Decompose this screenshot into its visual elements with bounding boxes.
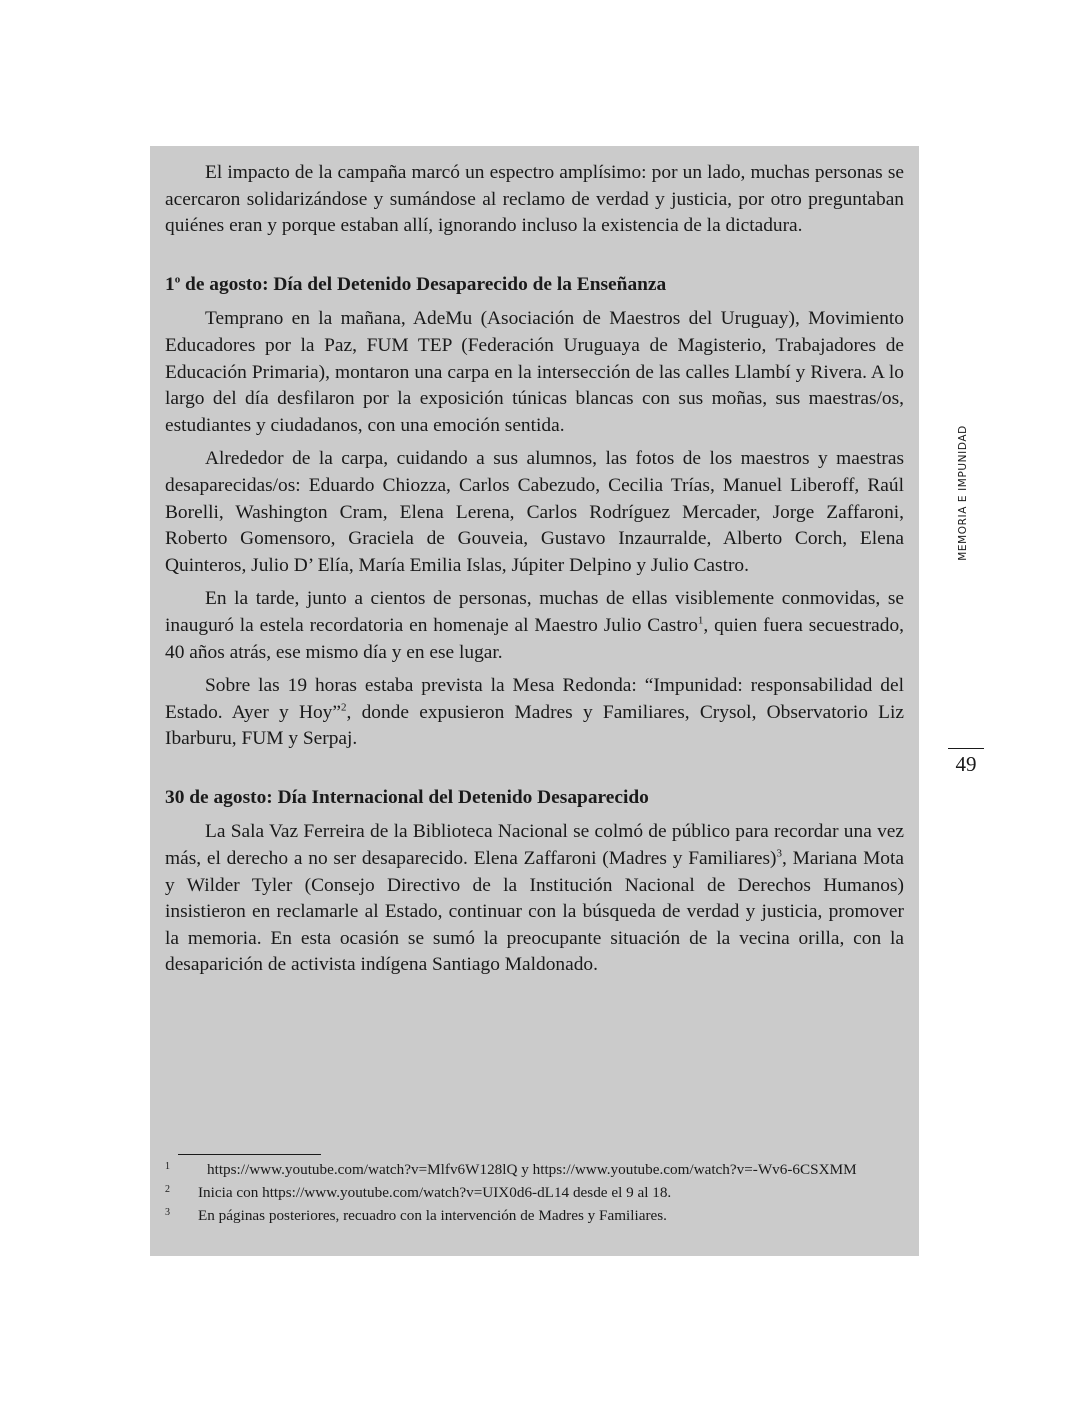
footnote-number: 1 (165, 1161, 170, 1172)
footnote-divider (178, 1154, 321, 1155)
paragraph-intro: El impacto de la campaña marcó un espectro amplísimo: por un lado, muchas personas se acercaron solidarizándose y sumándose al reclamo de verdad y justicia, por otro preguntaban quiénes eran y porque estaban allí, ignorando incluso la existencia de la dictadura. (165, 162, 904, 237)
content-panel (150, 146, 919, 1256)
heading-superscript: o (174, 273, 181, 286)
paragraph-fotos-maestros: Alrededor de la carpa, cuidando a sus alumnos, las fotos de los maestros y maestras desaparecidas/os: Eduardo Chiozza, Carlos Cabezudo, Cecilia Trías, Manuel Liberoff, Raúl Borelli, Washington Cram, Elena Lerena, Carlos Rodríguez Mercader, Jorge Zaffaroni, Roberto Gomensoro, Graciela de Gouveia, Gustavo Inzaurralde, Alberto Corch, Elena Quinteros, Julio D’ Elía, María Emilia Islas, Júpiter Delpino y Julio Castro. (165, 448, 904, 576)
page-number-rule (948, 748, 984, 749)
footnote-number: 3 (165, 1207, 170, 1218)
paragraph-text: En la tarde, junto a cientos de personas, muchas de ellas visiblemente conmovidas, se inauguró la estela recordatoria en homenaje al Maestro Julio Castro (165, 588, 904, 636)
paragraph-text: , quien fuera secuestrado, 40 años atrás, ese mismo día y en ese lugar. (165, 614, 904, 663)
footnote-text: Inicia con https://www.youtube.com/watch?v=UIX0d6-dL14 desde el 9 al 18. (198, 1184, 672, 1201)
footnote-text: https://www.youtube.com/watch?v=Mlfv6W128lQ y https://www.youtube.com/watch?v=-Wv6-6CSXMM (207, 1161, 857, 1178)
page-number: 49 (955, 752, 977, 776)
running-section-title (953, 420, 973, 565)
section-heading-agosto-1 (165, 272, 904, 299)
paragraph-text: La Sala Vaz Ferreira de la Biblioteca Nacional se colmó de público para recordar una vez más, el derecho a no ser desaparecido. Elena Zaffaroni (Madres y Familiares) (165, 821, 904, 870)
footnote-ref-3: 3 (776, 847, 783, 860)
footnotes (165, 1160, 904, 1229)
paragraph-ademu: Temprano en la mañana, AdeMu (Asociación de Maestros del Uruguay), Movimiento Educadores por la Paz, FUM TEP (Federación Uruguaya de Magisterio, Trabajadores de Educación Primaria), montaron una carpa en la intersección de las calles Llambí y Rivera. A lo largo del día desfilaron por la exposición túnicas blancas con sus moñas, sus maestras/os, estudiantes y ciudadanos, con una emoción sentida. (165, 308, 904, 436)
section-heading-agosto-30: 30 de agosto: Día Internacional del Detenido Desaparecido (165, 786, 649, 808)
paragraph-biblioteca-nacional (165, 819, 904, 979)
footnote-1 (165, 1160, 904, 1180)
paragraph-text: Sobre las 19 horas estaba prevista la Mesa Redonda: “Impunidad: responsabilidad del Estado. Ayer y Hoy” (165, 675, 904, 723)
footnote-3 (165, 1206, 904, 1226)
footnote-text: En páginas posteriores, recuadro con la intervención de Madres y Familiares. (198, 1207, 667, 1224)
paragraph-text: , donde expusieron Madres y Familiares, Crysol, Observatorio Liz Ibarburu, FUM y Serpaj. (165, 701, 904, 750)
footnote-2 (165, 1183, 904, 1203)
footnote-ref-2: 2 (340, 701, 347, 714)
paragraph-estela (165, 586, 904, 666)
section-title-text: MEMORIA E IMPUNIDAD (957, 424, 970, 561)
heading-number: 1 (165, 273, 175, 295)
footnote-ref-1: 1 (697, 614, 704, 627)
footnote-number: 2 (165, 1184, 170, 1195)
paragraph-mesa-redonda (165, 673, 904, 753)
paragraph-text: , Mariana Mota y Wilder Tyler (Consejo Directivo de la Institución Nacional de Derechos Humanos) insistieron en reclamarle al Estado, continuar con la búsqueda de verdad y justicia, promover la memoria. En esta ocasión se sumó la preocupante situación de la vecina orilla, con la desaparición de activista indígena Santiago Maldonado. (165, 848, 904, 976)
heading-text: de agosto: Día del Detenido Desaparecido de la Enseñanza (180, 273, 667, 295)
